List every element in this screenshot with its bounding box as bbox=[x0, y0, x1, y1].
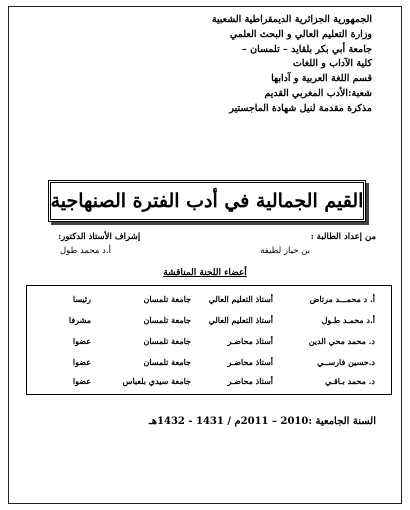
member-rank: أستاذ محاضـر bbox=[227, 336, 273, 346]
authors-labels-row bbox=[58, 232, 376, 242]
committee-table bbox=[26, 285, 392, 395]
academic-year: السنة الجامعية :2010 – 2011م / 1431 - 1432هـ bbox=[148, 416, 376, 427]
committee-row bbox=[27, 357, 391, 375]
header-faculty: كلية الآداب و اللغات bbox=[292, 58, 372, 70]
committee-row bbox=[27, 315, 391, 333]
committee-row bbox=[27, 336, 391, 354]
committee-row bbox=[27, 376, 391, 394]
header-degree: مذكرة مقدمة لنيل شهادة الماجستير bbox=[229, 102, 372, 114]
member-rank: أستاذ التعليم العالي bbox=[208, 315, 273, 325]
supervisor-name: أ.د محمد طول bbox=[60, 246, 111, 256]
institution-header bbox=[92, 13, 372, 117]
header-ministry: وزارة التعليم العالي و البحث العلمي bbox=[229, 28, 372, 40]
header-specialty: شعبة:الأدب المغربي القديم bbox=[264, 87, 372, 99]
member-rank: أستاذ التعليم العالي bbox=[208, 294, 273, 304]
member-role: رئيسا bbox=[72, 294, 91, 304]
member-university: جامعة تلمسان bbox=[143, 357, 191, 367]
header-department: قسم اللغة العربية و آدابها bbox=[271, 73, 372, 85]
member-name: أ. د محمـــد مرتاض bbox=[309, 294, 375, 304]
committee-row bbox=[27, 294, 391, 312]
member-name: د.حسين فارســي bbox=[317, 357, 375, 367]
header-university: جامعة أبي بكر بلقايد – تلمسان – bbox=[242, 43, 372, 55]
member-role: عضوا bbox=[72, 376, 91, 386]
member-role: مشرفا bbox=[68, 315, 91, 325]
member-university: جامعة سيدي بلعباس bbox=[122, 376, 191, 386]
member-name: أ.د محمـد طـول bbox=[321, 315, 375, 325]
member-university: جامعة تلمسان bbox=[143, 336, 191, 346]
member-rank: أستاذ محاضـر bbox=[227, 376, 273, 386]
committee-title: أعضاء اللجنة المناقشة bbox=[163, 268, 247, 278]
prepared-by-label: من إعداد الطالبة : bbox=[310, 232, 376, 242]
authors-names-row bbox=[60, 246, 310, 256]
member-university: جامعة تلمسان bbox=[143, 315, 191, 325]
member-name: د. محمد بـاقـي bbox=[324, 376, 375, 386]
student-name: بن حيار لطيفة bbox=[260, 246, 310, 256]
member-role: عضوا bbox=[72, 357, 91, 367]
thesis-title: القيم الجمالية في أدب الفترة الصنهاجية bbox=[48, 180, 366, 222]
supervisor-label: إشراف الأستاذ الدكتور: bbox=[58, 232, 141, 242]
member-rank: أستاذ محاضـر bbox=[227, 357, 273, 367]
header-republic: الجمهورية الجزائرية الديمقراطية الشعبية bbox=[211, 14, 372, 25]
member-role: عضوا bbox=[72, 336, 91, 346]
member-name: د. محمد محي الدين bbox=[308, 336, 375, 346]
member-university: جامعة تلمسان bbox=[143, 294, 191, 304]
